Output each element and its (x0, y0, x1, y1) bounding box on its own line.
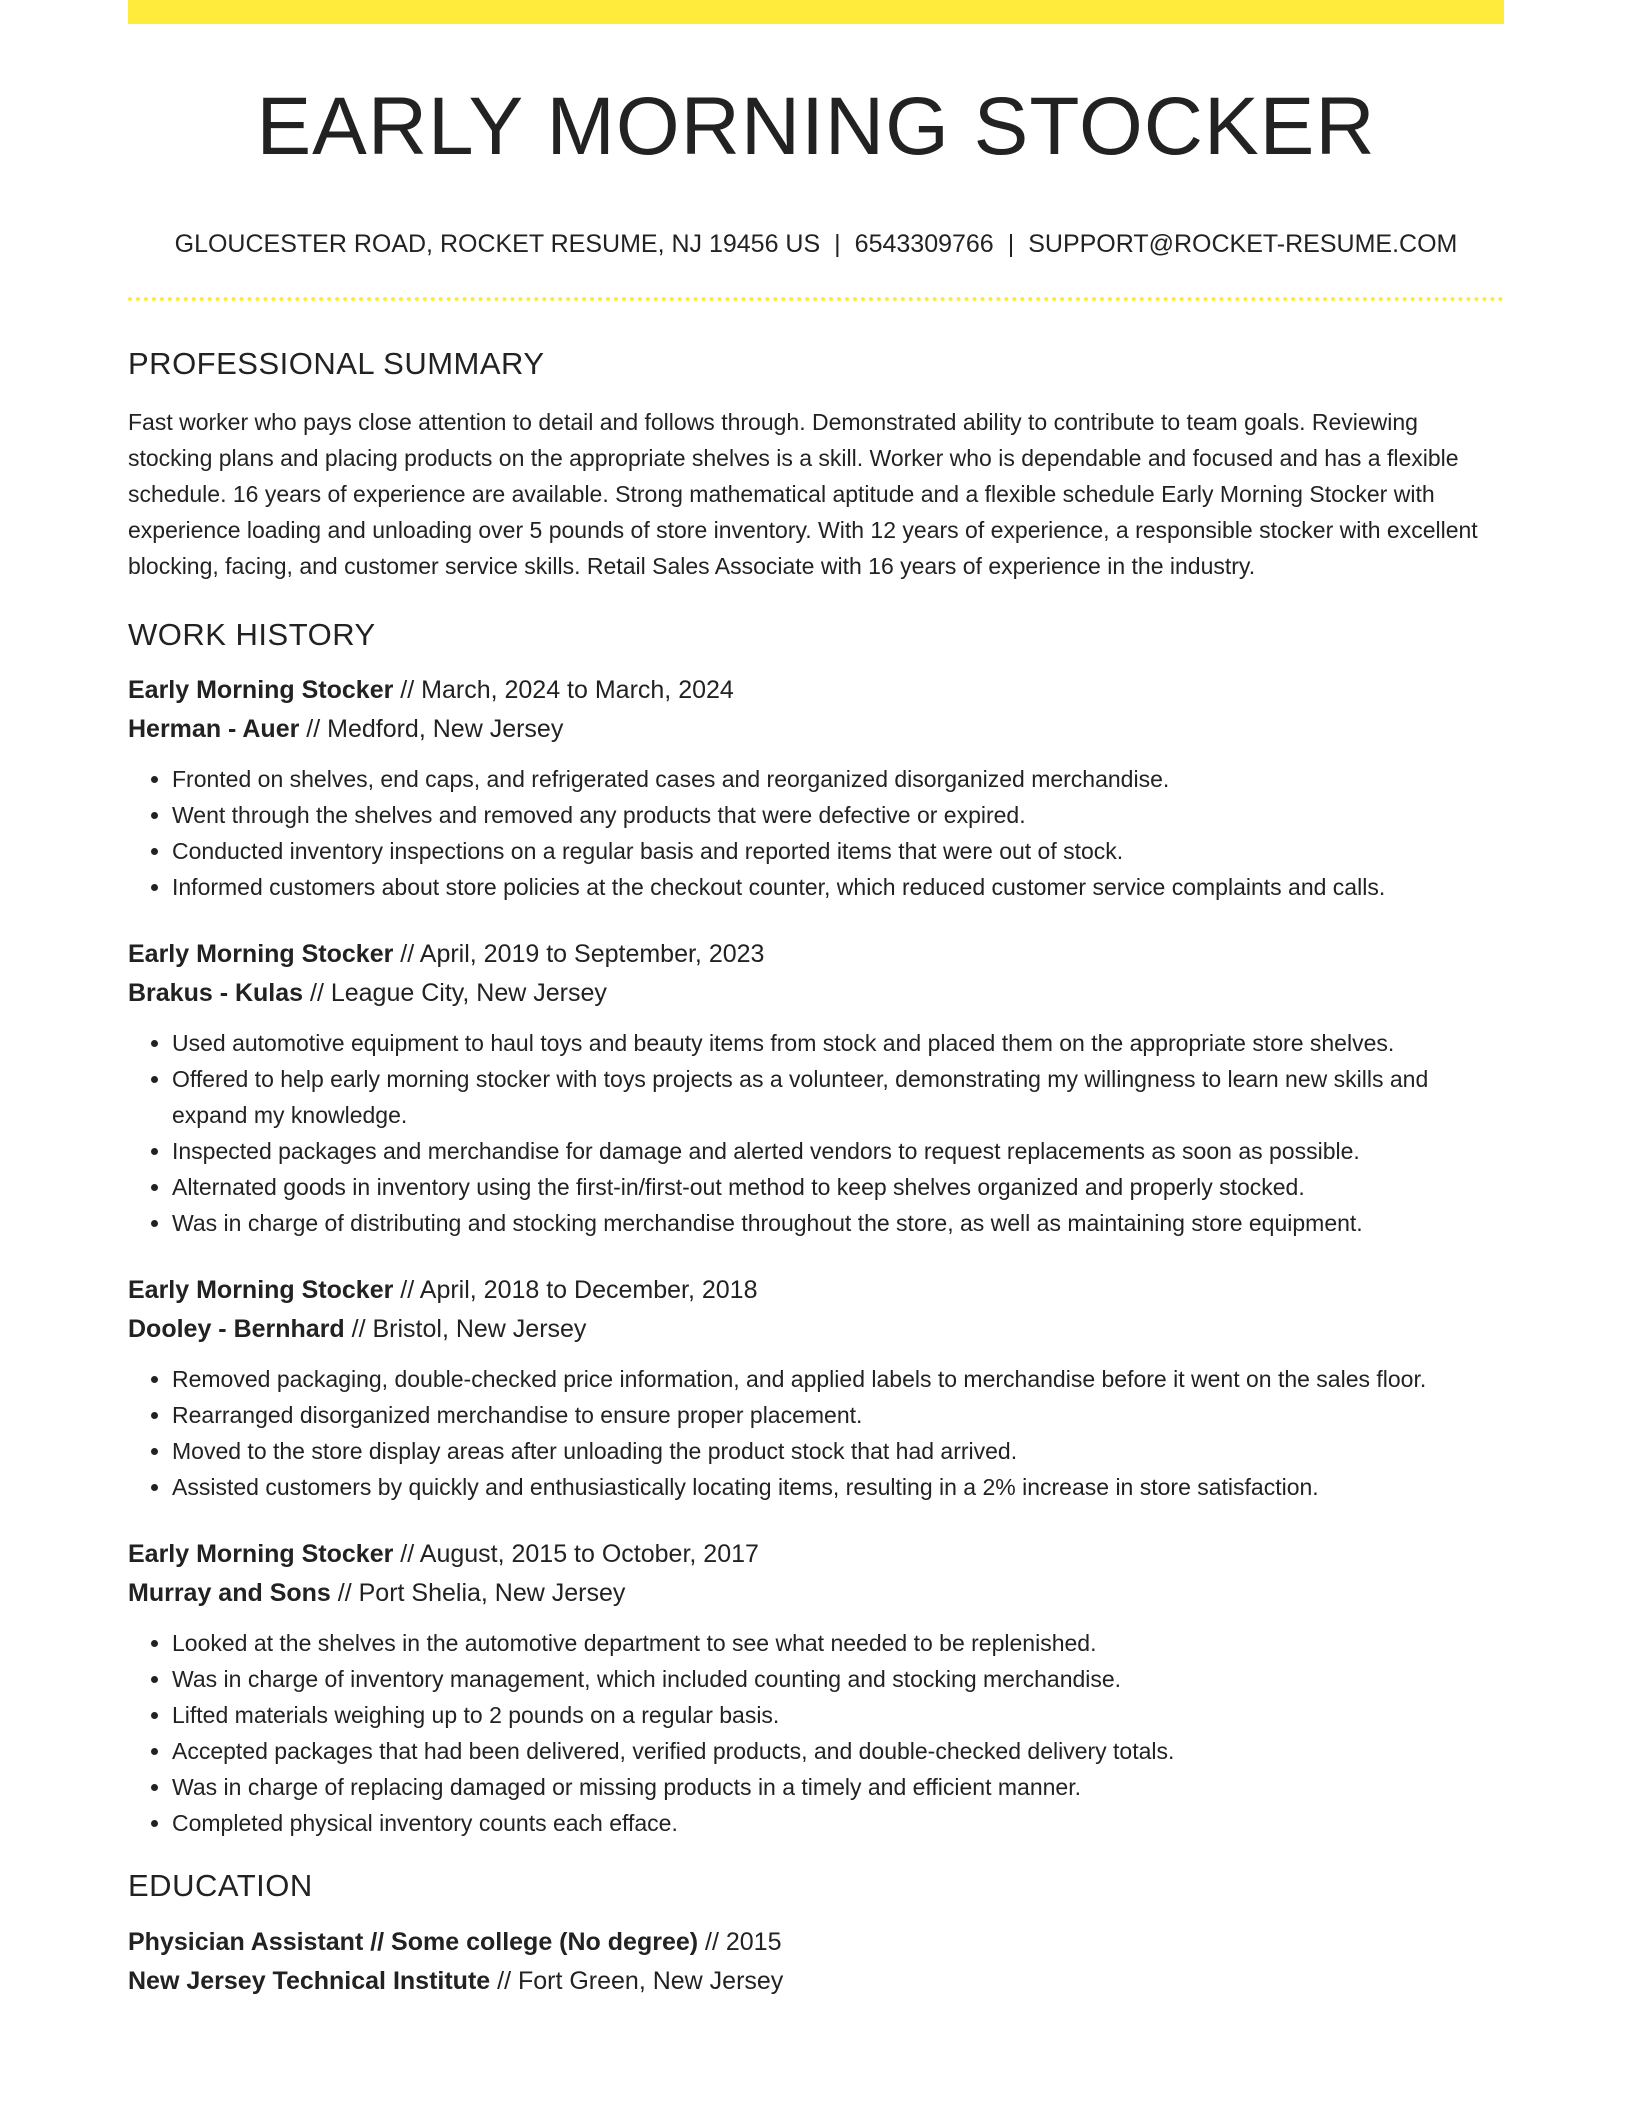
job-bullet: • Looked at the shelves in the automotive department to see what needed to be replenished. (172, 1625, 1504, 1661)
job-company: Dooley - Bernhard (128, 1315, 345, 1344)
job-bullet: • Rearranged disorganized merchandise to ensure proper placement. (172, 1397, 1504, 1433)
job-bullets (128, 1025, 1504, 1241)
job-dates: // March, 2024 to March, 2024 (393, 676, 734, 705)
job-bullets (128, 1361, 1504, 1505)
job-company-line (128, 1574, 1504, 1613)
job-bullet: • Was in charge of distributing and stocking merchandise throughout the store, as well as maintaining store equipment. (172, 1205, 1504, 1241)
job-bullet: • Removed packaging, double-checked price information, and applied labels to merchandise before it went on the sales floor. (172, 1361, 1504, 1397)
accent-top-bar (128, 0, 1504, 24)
summary-text: Fast worker who pays close attention to detail and follows through. Demonstrated ability to contribute to team goals. Reviewing stocking plans and placing products on the appropriate shelves is a skill. Worker who is dependable and focused and has a flexible schedule. 16 years of experience are available. Strong mathematical aptitude and a flexible schedule Early Morning Stocker with experience loading and unloading over 5 pounds of store inventory. With 12 years of experience, a responsible stocker with excellent blocking, facing, and customer service skills. Retail Sales Associate with 16 years of experience in the industry. (128, 409, 1478, 580)
job-location: // Port Shelia, New Jersey (330, 1579, 626, 1608)
job-title-line (128, 935, 1504, 974)
job-bullet: • Went through the shelves and removed any products that were defective or expired. (172, 797, 1504, 833)
job-company-line (128, 1310, 1504, 1349)
job-dates: // April, 2019 to September, 2023 (393, 940, 765, 969)
job-dates: // August, 2015 to October, 2017 (393, 1540, 759, 1569)
job-title-line (128, 671, 1504, 710)
contact-address: GLOUCESTER ROAD, ROCKET RESUME, NJ 19456 US (174, 230, 821, 258)
job-entry (128, 1535, 1504, 1841)
contact-separator: | (834, 230, 841, 258)
job-dates: // April, 2018 to December, 2018 (393, 1276, 758, 1305)
job-company: Herman - Auer (128, 715, 300, 744)
job-bullets (128, 761, 1504, 905)
contact-phone: 6543309766 (854, 230, 994, 258)
work-history-list (128, 671, 1504, 1841)
job-company-line (128, 974, 1504, 1013)
job-entry (128, 1271, 1504, 1505)
job-bullet: • Accepted packages that had been delivered, verified products, and double-checked delivery totals. (172, 1733, 1504, 1769)
job-bullets (128, 1625, 1504, 1841)
job-position: Early Morning Stocker (128, 1540, 394, 1569)
job-bullet: • Was in charge of inventory management, which included counting and stocking merchandise. (172, 1661, 1504, 1697)
education-degree-line (128, 1923, 1504, 1962)
education-school: New Jersey Technical Institute (128, 1966, 491, 1995)
job-bullet: • Offered to help early morning stocker with toys projects as a volunteer, demonstrating my willingness to learn new skills and expand my knowledge. (172, 1061, 1504, 1133)
job-bullet: • Completed physical inventory counts each efface. (172, 1805, 1504, 1841)
job-company-line (128, 710, 1504, 749)
job-bullet: • Alternated goods in inventory using the first-in/first-out method to keep shelves organized and properly stocked. (172, 1169, 1504, 1205)
job-bullet: • Lifted materials weighing up to 2 pounds on a regular basis. (172, 1697, 1504, 1733)
job-location: // League City, New Jersey (303, 979, 607, 1008)
education-entry (128, 1923, 1504, 2001)
summary-heading: PROFESSIONAL SUMMARY (128, 346, 545, 381)
job-location: // Bristol, New Jersey (344, 1315, 587, 1344)
contact-line (128, 232, 1504, 257)
job-bullet: • Assisted customers by quickly and enthusiastically locating items, resulting in a 2% increase in store satisfaction. (172, 1469, 1504, 1505)
job-position: Early Morning Stocker (128, 676, 394, 705)
job-title-line (128, 1271, 1504, 1310)
education-school-line (128, 1962, 1504, 2001)
job-entry (128, 935, 1504, 1241)
education-heading: EDUCATION (128, 1868, 313, 1904)
job-bullet: • Fronted on shelves, end caps, and refrigerated cases and reorganized disorganized merchandise. (172, 761, 1504, 797)
job-bullet: • Conducted inventory inspections on a regular basis and reported items that were out of stock. (172, 833, 1504, 869)
job-company: Murray and Sons (128, 1579, 331, 1608)
job-entry (128, 671, 1504, 905)
contact-email: SUPPORT@ROCKET-RESUME.COM (1028, 230, 1458, 258)
job-location: // Medford, New Jersey (299, 715, 564, 744)
job-position: Early Morning Stocker (128, 940, 394, 969)
job-title-line (128, 1535, 1504, 1574)
education-degree: Physician Assistant // Some college (No degree) (128, 1927, 699, 1956)
job-company: Brakus - Kulas (128, 979, 304, 1008)
contact-separator: | (1007, 230, 1015, 258)
job-bullet: • Used automotive equipment to haul toys and beauty items from stock and placed them on the appropriate store shelves. (172, 1025, 1504, 1061)
work-history-heading: WORK HISTORY (128, 617, 376, 653)
job-bullet: • Was in charge of replacing damaged or missing products in a timely and efficient manner. (172, 1769, 1504, 1805)
job-bullet: • Moved to the store display areas after unloading the product stock that had arrived. (172, 1433, 1504, 1469)
job-bullet: • Inspected packages and merchandise for damage and alerted vendors to request replacements as soon as possible. (172, 1133, 1504, 1169)
dotted-divider (128, 297, 1504, 301)
resume-page (128, 0, 1504, 2001)
resume-name: EARLY MORNING STOCKER (256, 81, 1376, 172)
education-year: // 2015 (698, 1927, 782, 1956)
job-position: Early Morning Stocker (128, 1276, 394, 1305)
job-bullet: • Informed customers about store policies at the checkout counter, which reduced customer service complaints and calls. (172, 869, 1504, 905)
education-location: // Fort Green, New Jersey (490, 1966, 784, 1995)
